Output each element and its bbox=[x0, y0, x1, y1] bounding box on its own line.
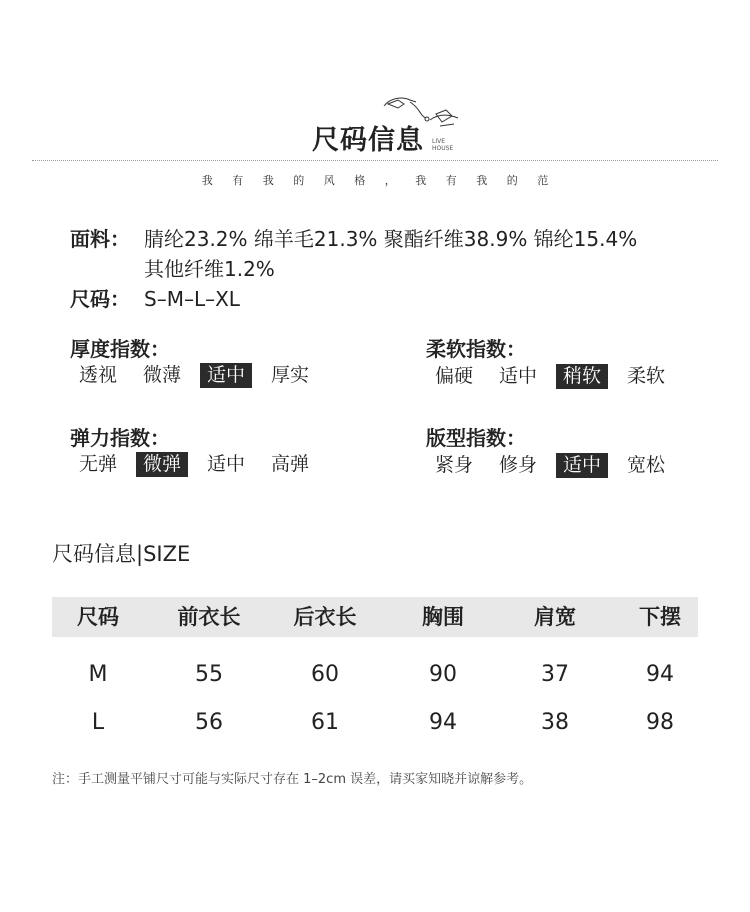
size-label: 尺码： bbox=[70, 287, 130, 311]
table-cell: 94 bbox=[429, 710, 457, 735]
fabric-label: 面料： bbox=[70, 227, 130, 251]
table-header-cell: 后衣长 bbox=[293, 605, 357, 629]
slogan: 我 有 我 的 风 格 ， 我 有 我 的 范 bbox=[201, 174, 549, 187]
fabric-value: 腈纶23.2% 绵羊毛21.3% 聚酯纤维38.9% 锦纶15.4% bbox=[144, 227, 638, 251]
softness-index-options bbox=[428, 364, 684, 389]
table-cell: 60 bbox=[311, 662, 339, 687]
table-cell: L bbox=[91, 710, 105, 735]
table-cell: 38 bbox=[541, 710, 569, 735]
fabric-value-line2: 其他纤维1.2% bbox=[144, 257, 275, 281]
page-title: 尺码信息 bbox=[312, 125, 424, 156]
size-row bbox=[70, 283, 240, 312]
index-option: 适中 bbox=[499, 365, 538, 387]
index-option: 无弹 bbox=[79, 453, 118, 475]
fabric-row bbox=[70, 223, 637, 252]
table-header-cell: 胸围 bbox=[422, 605, 464, 629]
table-cell: 61 bbox=[311, 710, 339, 735]
dotted-divider bbox=[32, 160, 718, 161]
index-option: 修身 bbox=[499, 454, 538, 476]
table-cell: 55 bbox=[195, 662, 223, 687]
table-header-cell: 下摆 bbox=[639, 605, 681, 629]
index-option-selected: 适中 bbox=[200, 363, 252, 388]
table-cell: 94 bbox=[646, 662, 674, 687]
fit-index-title: 版型指数： bbox=[426, 426, 526, 450]
fit-index-options bbox=[428, 453, 684, 478]
brand-sub-line1: LIVE bbox=[432, 138, 446, 145]
softness-index-title: 柔软指数： bbox=[426, 337, 526, 361]
brand-sub-line2: HOUSE bbox=[432, 145, 454, 152]
table-header-cell: 前衣长 bbox=[177, 605, 241, 629]
elasticity-index-title: 弹力指数： bbox=[70, 426, 170, 450]
index-option-selected: 稍软 bbox=[556, 364, 608, 389]
index-option: 柔软 bbox=[627, 365, 666, 387]
thickness-index-options bbox=[72, 363, 328, 388]
index-option: 偏硬 bbox=[435, 365, 474, 387]
index-option: 紧身 bbox=[435, 454, 474, 476]
table-cell: 90 bbox=[429, 662, 457, 687]
table-cell: 37 bbox=[541, 662, 569, 687]
index-option: 适中 bbox=[207, 453, 246, 475]
table-cell: 98 bbox=[646, 710, 674, 735]
table-header-cell: 肩宽 bbox=[534, 605, 576, 629]
measurement-note: 注：手工测量平铺尺寸可能与实际尺寸存在 1–2cm 误差，请买家知晓并谅解参考。 bbox=[52, 772, 533, 787]
index-option-selected: 适中 bbox=[556, 453, 608, 478]
table-cell: M bbox=[88, 662, 108, 687]
size-table-heading: 尺码信息|SIZE bbox=[52, 542, 191, 566]
size-value: S–M–L–XL bbox=[144, 287, 240, 311]
table-cell: 56 bbox=[195, 710, 223, 735]
index-option: 高弹 bbox=[271, 453, 310, 475]
thickness-index-title: 厚度指数： bbox=[70, 337, 170, 361]
index-option-selected: 微弹 bbox=[136, 452, 188, 477]
index-option: 透视 bbox=[79, 364, 118, 386]
table-header-cell: 尺码 bbox=[77, 605, 119, 629]
index-option: 微薄 bbox=[143, 364, 182, 386]
index-option: 宽松 bbox=[627, 454, 666, 476]
brand-sub-label bbox=[432, 138, 453, 152]
elasticity-index-options bbox=[72, 452, 328, 477]
index-option: 厚实 bbox=[271, 364, 310, 386]
